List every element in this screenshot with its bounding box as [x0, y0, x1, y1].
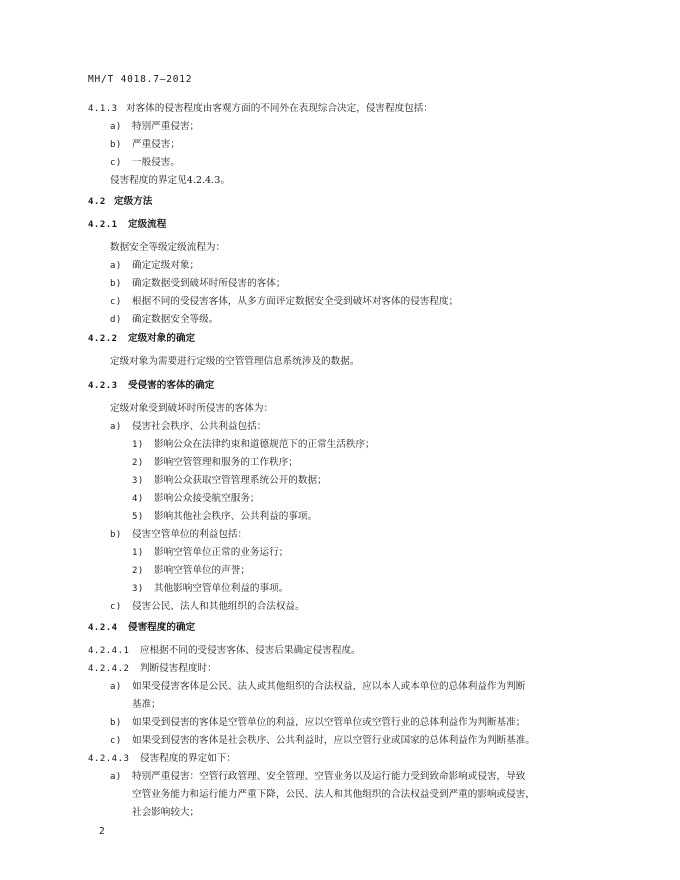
sub-list-item: 1) 影响空管单位正常的业务运行；	[132, 547, 289, 558]
clause-number: 4.1.3	[88, 104, 118, 114]
list-item: c) 如果受到侵害的客体是社会秩序、公共利益时，应以空管行业或国家的总体利益作为判断基准。	[110, 735, 535, 746]
list-item: a) 如果受侵害客体是公民、法人或其他组织的合法权益，应以本人或本单位的总体利益作为判断	[110, 681, 526, 692]
document-code-header: MH/T 4018.7—2012	[88, 74, 193, 85]
section-heading-4-2-1: 4.2.1 定级流程	[88, 219, 167, 230]
list-item: c) 一般侵害。	[110, 157, 180, 168]
paragraph: 定级对象为需要进行定级的空管管理信息系统涉及的数据。	[110, 356, 360, 367]
list-item: c) 侵害公民、法人和其他组织的合法权益。	[110, 601, 305, 612]
list-item: a) 侵害社会秩序、公共利益包括：	[110, 421, 267, 432]
list-item: a) 确定定级对象；	[110, 260, 200, 271]
list-item: a) 特别严重侵害；	[110, 121, 200, 132]
paragraph: 数据安全等级定级流程为：	[110, 242, 226, 253]
list-item: b) 如果受到侵害的客体是空管单位的利益，应以空管单位或空管行业的总体利益作为判断基准；	[110, 717, 526, 728]
list-item: b) 确定数据受到破坏时所侵害的客体；	[110, 278, 286, 289]
list-item: d) 确定数据安全等级。	[110, 314, 219, 325]
page-number: 2	[99, 826, 105, 837]
list-item-continuation: 社会影响较大；	[132, 807, 200, 818]
list-item: b) 侵害空管单位的利益包括：	[110, 529, 248, 540]
clause-text: 对客体的侵害程度由客观方面的不同外在表现综合决定，侵害程度包括：	[126, 103, 433, 114]
clause-4-2-4-3: 4.2.4.3 侵害程度的界定如下：	[88, 753, 236, 764]
sub-list-item: 4) 影响公众接受航空服务；	[132, 493, 260, 504]
sub-list-item: 5) 影响其他社会秩序、公共利益的事项。	[132, 511, 318, 522]
section-heading-4-2: 4.2 定级方法	[88, 196, 153, 207]
list-item-continuation: 基准；	[132, 699, 161, 710]
sub-list-item: 1) 影响公众在法律约束和道德规范下的正常生活秩序；	[132, 439, 375, 450]
sub-list-item: 2) 影响空管单位的声誉；	[132, 565, 250, 576]
sub-list-item: 3) 影响公众获取空管管理系统公开的数据；	[132, 475, 327, 486]
sub-list-item: 3) 其他影响空管单位利益的事项。	[132, 583, 289, 594]
paragraph: 定级对象受到破坏时所侵害的客体为：	[110, 403, 274, 414]
clause-4-2-4-2: 4.2.4.2 判断侵害程度时：	[88, 663, 217, 674]
section-heading-4-2-2: 4.2.2 定级对象的确定	[88, 333, 196, 344]
list-item: b) 严重侵害；	[110, 139, 180, 150]
list-item: c) 根据不同的受侵害客体，从多方面评定数据安全受到破坏对客体的侵害程度；	[110, 296, 459, 307]
sub-list-item: 2) 影响空管管理和服务的工作秩序；	[132, 457, 298, 468]
list-item: a) 特别严重侵害：空管行政管理、安全管理、空管业务以及运行能力受到致命影响或侵害，导致	[110, 771, 526, 782]
list-item-continuation: 空管业务能力和运行能力严重下降，公民、法人和其他组织的合法权益受到严重的影响或侵害，	[132, 789, 535, 800]
section-heading-4-2-3: 4.2.3 受侵害的客体的确定	[88, 380, 215, 391]
clause-4-2-4-1: 4.2.4.1 应根据不同的受侵害客体、侵害后果确定侵害程度。	[88, 645, 361, 656]
section-heading-4-2-4: 4.2.4 侵害程度的确定	[88, 622, 196, 633]
clause-4-1-3	[88, 103, 433, 115]
paragraph: 侵害程度的界定见4.2.4.3。	[110, 175, 230, 186]
